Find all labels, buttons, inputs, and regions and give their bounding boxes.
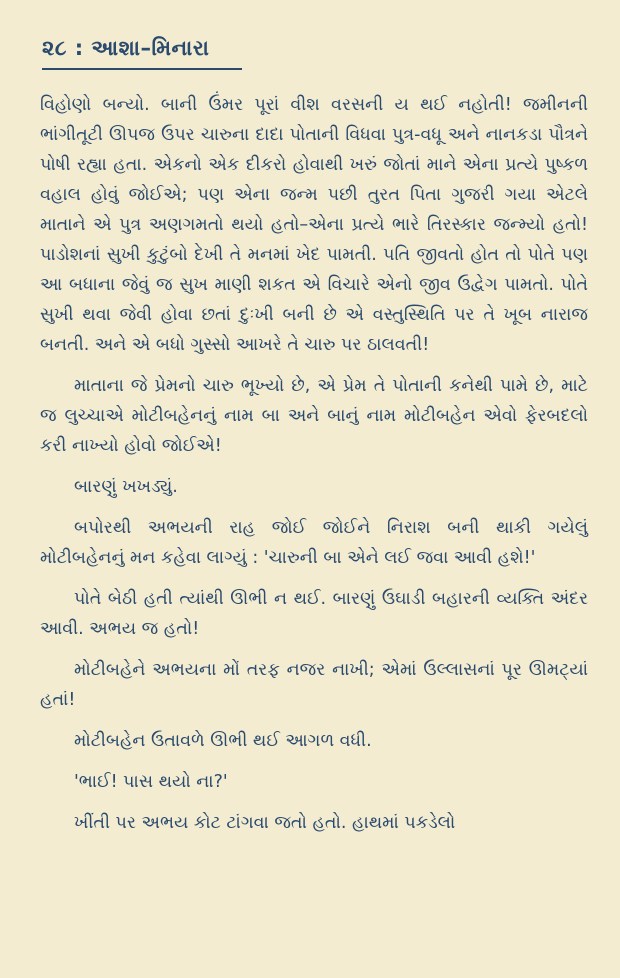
paragraph: પોતે બેઠી હતી ત્યાંથી ઊભી ન થઈ. બારણું ઉઘાડી બહારની વ્યક્તિ અંદર આવી. અભય જ હતો!: [40, 589, 588, 639]
header-separator: :: [74, 36, 84, 60]
paragraph: બપોરથી અભયની રાહ જોઈ જોઈને નિરાશ બની થાકી ગયેલું મોટીબહેનનું મન કહેવા લાગ્યું : 'ચારુની બા એને લઈ જવા આવી હશે!': [40, 518, 588, 568]
running-header: [42, 36, 209, 61]
paragraph: 'ભાઈ! પાસ થયો ના?': [74, 772, 228, 792]
header-underline: [42, 68, 242, 70]
page-body: [40, 90, 588, 849]
paragraph: મોટીબહેન ઉતાવળે ઊભી થઈ આગળ વધી.: [74, 731, 372, 751]
page-number: ૨૮: [42, 36, 67, 60]
paragraph: મોટીબહેને અભયના મોં તરફ નજર નાખી; એમાં ઉલ્લાસનાં પૂર ઊમટ્યાં હતાં!: [40, 660, 588, 710]
chapter-title: આશા–મિનારા: [91, 36, 210, 60]
paragraph: ખીંતી પર અભય કોટ ટાંગવા જતો હતો. હાથમાં પકડેલો: [74, 813, 456, 833]
paragraph: વિહોણો બન્યો. બાની ઉંમર પૂરાં વીશ વરસની ય થઈ નહોતી! જમીનની ભાંગીતૂટી ઊપજ ઉપર ચારુના દાદા પોતાની વિધવા પુત્ર-વધૂ અને નાનકડા પૌત્રને પોષી રહ્યા હતા. એકનો એક દીકરો હોવાથી ખરું જોતાં માને એના પ્રત્યે પુષ્કળ વહાલ હોવું જોઈએ; પણ એના જન્મ પછી તુરત પિતા ગુજરી ગયા એટલે માતાને એ પુત્ર અણગમતો થયો હતો–એના પ્રત્યે ભારે તિરસ્કાર જન્મ્યો હતો! પાડોશનાં સુખી કુટુંબો દેખી તે મનમાં ખેદ પામતી. પતિ જીવતો હોત તો પોતે પણ આ બધાના જેવું જ સુખ માણી શકત એ વિચારે એનો જીવ ઉદ્વેગ પામતો. પોતે સુખી થવા જેવી હોવા છતાં દુઃખી બની છે એ વસ્તુસ્થિતિ પર તે ખૂબ નારાજ બનતી. અને એ બધો ગુસ્સો આખરે તે ચારુ પર ઠાલવતી!: [40, 95, 588, 355]
paragraph: બારણું ખખડ્યું.: [74, 477, 178, 497]
paragraph: માતાના જે પ્રેમનો ચારુ ભૂખ્યો છે, એ પ્રેમ તે પોતાની કનેથી પામે છે, માટે જ લુચ્ચાએ મોટીબહેનનું નામ બા અને બાનું નામ મોટીબહેન એવો ફેરબદલો કરી નાખ્યો હોવો જોઈએ!: [40, 376, 588, 456]
